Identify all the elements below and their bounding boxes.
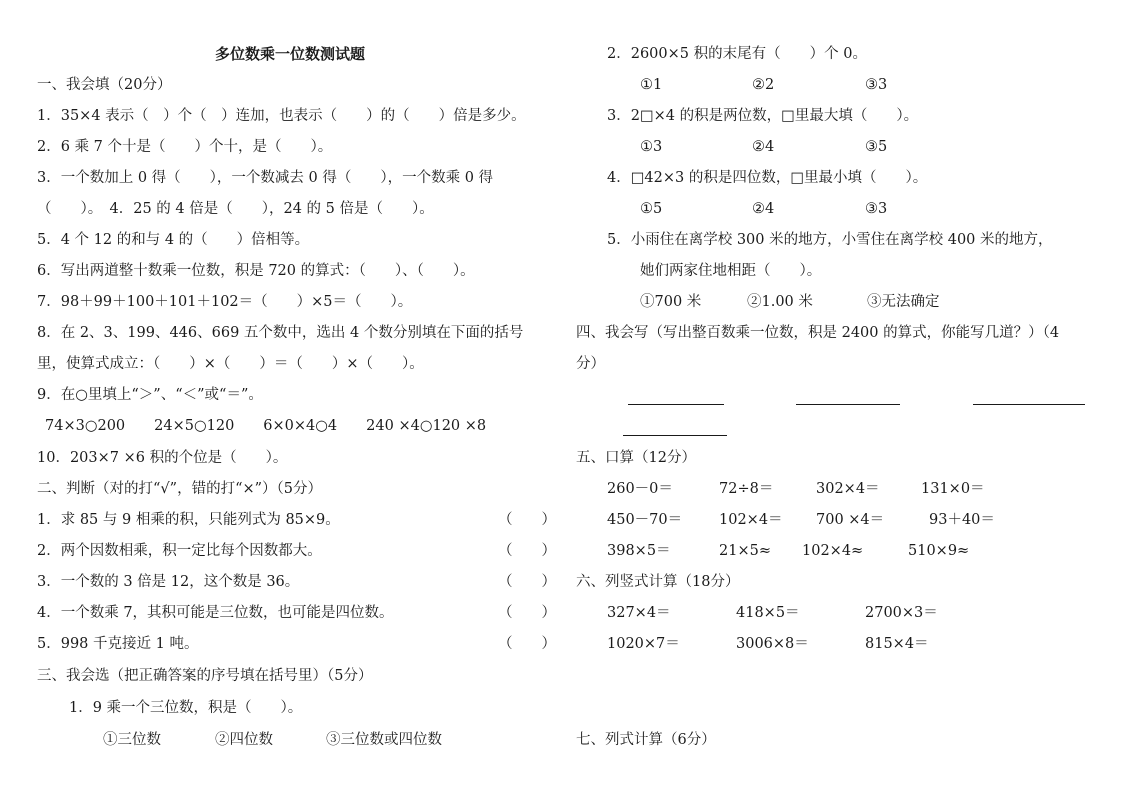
oral-item: 102×4≈ — [802, 543, 864, 559]
choice-2-option-2: ②2 — [752, 77, 775, 93]
choice-question-1: 1．9 乘一个三位数，积是（ ）。 — [69, 700, 303, 716]
judge-item-3: 3．一个数的 3 倍是 12，这个数是 36。 — [37, 574, 300, 590]
question-7: 7．98＋99＋100＋101＋102＝（ ）×5＝（ ）。 — [37, 294, 413, 310]
question-9: 9．在○里填上“＞”、“＜”或“＝”。 — [37, 387, 263, 403]
answer-line-1[interactable] — [628, 404, 724, 405]
vertical-calc-item: 327×4＝ — [607, 605, 671, 621]
choice-1-option-1: ①三位数 — [103, 732, 161, 748]
answer-line-2[interactable] — [796, 404, 900, 405]
section-4-header: 四、我会写（写出整百数乘一位数，积是 2400 的算式，你能写几道？）（4 — [576, 325, 1060, 341]
choice-1-option-3: ③三位数或四位数 — [326, 732, 442, 748]
choice-3-option-3: ③5 — [865, 139, 888, 155]
vertical-calc-item: 418×5＝ — [736, 605, 800, 621]
vertical-calc-item: 2700×3＝ — [865, 605, 938, 621]
oral-item: 700 ×4＝ — [816, 512, 885, 528]
oral-item: 398×5＝ — [607, 543, 671, 559]
question-1: 1．35×4 表示（ ）个（ ）连加，也表示（ ）的（ ）倍是多少。 — [37, 108, 526, 124]
question-6: 6．写出两道整十数乘一位数，积是 720 的算式：（ ）、（ ）。 — [37, 263, 475, 279]
judge-item-5: 5．998 千克接近 1 吨。 — [37, 636, 199, 652]
choice-question-4: 4．□42×3 的积是四位数，□里最小填（ ）。 — [607, 170, 928, 186]
oral-item: 72÷8＝ — [719, 481, 774, 497]
judge-answer-paren-2[interactable]: （ ） — [498, 543, 556, 559]
choice-question-5-continued: 她们两家住地相距（ ）。 — [640, 263, 822, 279]
section-3-header: 三、我会选（把正确答案的序号填在括号里）（5分） — [37, 668, 373, 684]
oral-item: 131×0＝ — [921, 481, 985, 497]
choice-question-3: 3．2□×4 的积是两位数，□里最大填（ ）。 — [607, 108, 919, 124]
question-8: 8．在 2、3、199、446、669 五个数中，选出 4 个数分别填在下面的括号 — [37, 325, 524, 341]
judge-answer-paren-3[interactable]: （ ） — [498, 574, 556, 590]
question-2: 2．6 乘 7 个十是（ ）个十，是（ ）。 — [37, 139, 333, 155]
choice-4-option-3: ③3 — [865, 201, 888, 217]
judge-item-1: 1．求 85 与 9 相乘的积，只能列式为 85×9。 — [37, 512, 340, 528]
section-4-header-continued: 分） — [576, 356, 605, 372]
choice-4-option-1: ①5 — [640, 201, 663, 217]
choice-5-option-2: ②1.00 米 — [747, 294, 813, 310]
choice-3-option-1: ①3 — [640, 139, 663, 155]
answer-line-3[interactable] — [973, 404, 1085, 405]
section-6-header: 六、列竖式计算（18分） — [576, 574, 740, 590]
choice-2-option-1: ①1 — [640, 77, 663, 93]
choice-5-option-1: ①700 米 — [640, 294, 702, 310]
section-2-header: 二、判断（对的打“√”，错的打“×”）（5分） — [37, 481, 323, 497]
judge-item-2: 2．两个因数相乘，积一定比每个因数都大。 — [37, 543, 322, 559]
choice-question-5: 5．小雨住在离学校 300 米的地方，小雪住在离学校 400 米的地方， — [607, 232, 1053, 248]
oral-item: 21×5≈ — [719, 543, 771, 559]
section-1-header: 一、我会填（20分） — [37, 77, 172, 93]
oral-item: 102×4＝ — [719, 512, 783, 528]
oral-item: 93＋40＝ — [929, 512, 995, 528]
section-7-header: 七、列式计算（6分） — [576, 732, 716, 748]
choice-3-option-2: ②4 — [752, 139, 775, 155]
page-title: 多位数乘一位数测试题 — [215, 45, 366, 63]
question-8-continued: 里，使算式成立：（ ）×（ ）＝（ ）×（ ）。 — [37, 356, 424, 372]
question-10: 10．203×7 ×6 积的个位是（ ）。 — [37, 450, 288, 466]
choice-question-2: 2．2600×5 积的末尾有（ ）个 0。 — [607, 46, 867, 62]
judge-answer-paren-4[interactable]: （ ） — [498, 605, 556, 621]
oral-item: 510×9≈ — [908, 543, 970, 559]
section-5-header: 五、口算（12分） — [576, 450, 696, 466]
judge-answer-paren-1[interactable]: （ ） — [498, 512, 556, 528]
choice-1-option-2: ②四位数 — [215, 732, 273, 748]
question-3: 3．一个数加上 0 得（ ），一个数减去 0 得（ ），一个数乘 0 得 — [37, 170, 494, 186]
choice-2-option-3: ③3 — [865, 77, 888, 93]
oral-item: 260－0＝ — [607, 481, 673, 497]
choice-5-option-3: ③无法确定 — [867, 294, 940, 310]
choice-4-option-2: ②4 — [752, 201, 775, 217]
oral-item: 450－70＝ — [607, 512, 683, 528]
judge-item-4: 4．一个数乘 7，其积可能是三位数，也可能是四位数。 — [37, 605, 394, 621]
answer-line-4[interactable] — [623, 435, 727, 436]
vertical-calc-item: 815×4＝ — [865, 636, 929, 652]
vertical-calc-item: 1020×7＝ — [607, 636, 680, 652]
oral-item: 302×4＝ — [816, 481, 880, 497]
question-3-4: （ ）。 4．25 的 4 倍是（ ），24 的 5 倍是（ ）。 — [37, 201, 434, 217]
question-9-items: 74×3○200 24×5○120 6×0×4○4 240 ×4○120 ×8 — [45, 418, 487, 434]
judge-answer-paren-5[interactable]: （ ） — [498, 636, 556, 652]
vertical-calc-item: 3006×8＝ — [736, 636, 809, 652]
question-5: 5．4 个 12 的和与 4 的（ ）倍相等。 — [37, 232, 310, 248]
